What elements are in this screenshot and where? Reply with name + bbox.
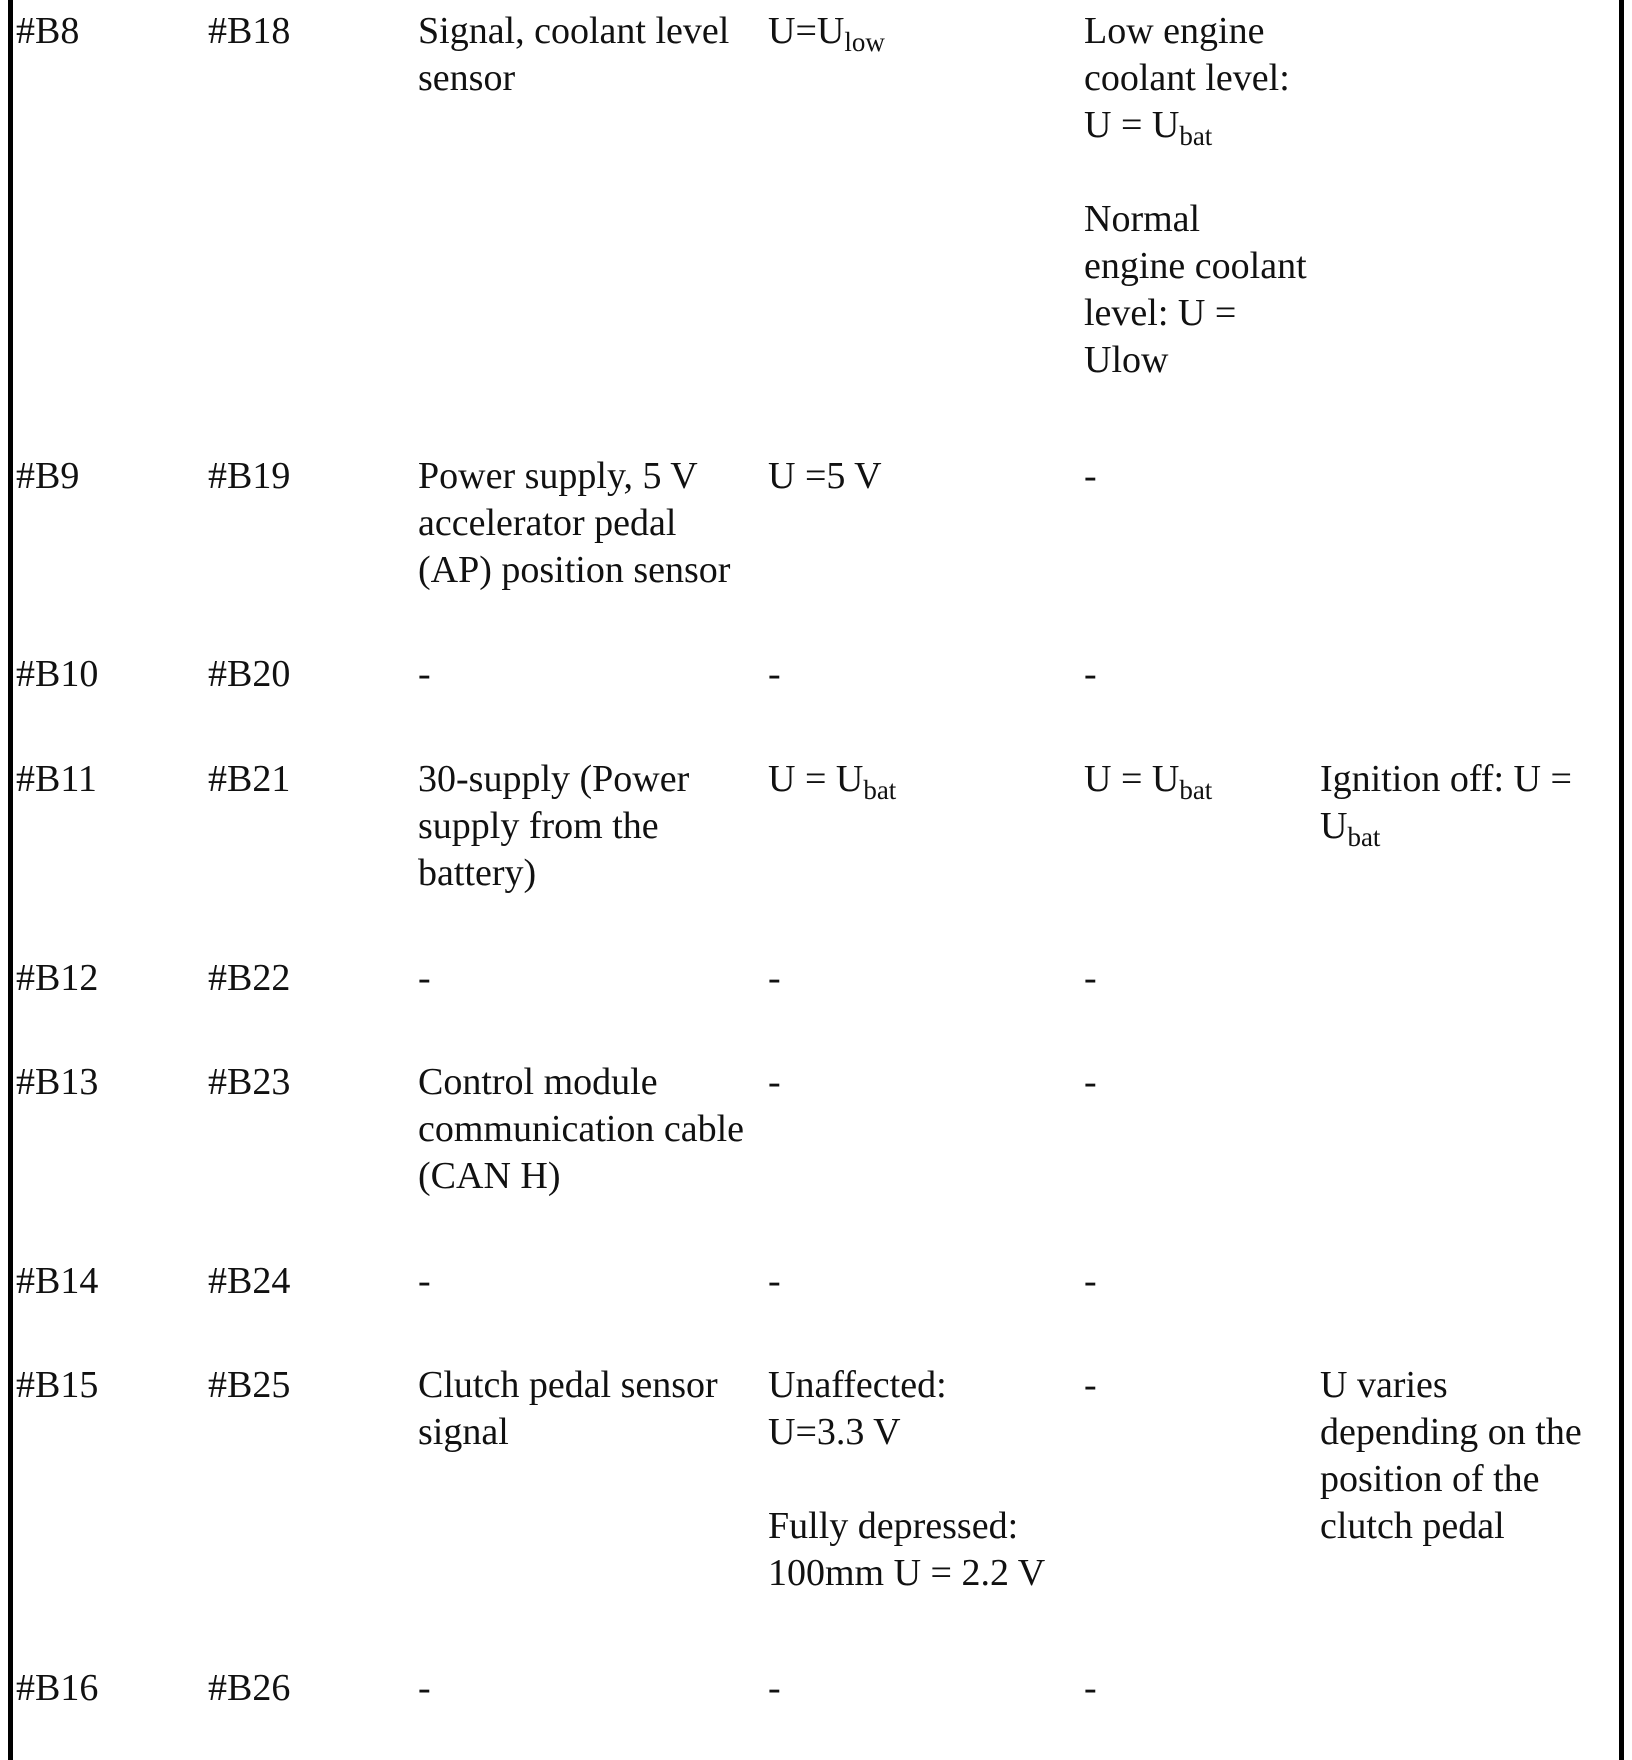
pin-a-cell: #B16 [16,1667,99,1709]
note-cell [1320,756,1572,850]
function-line: signal [418,1411,509,1453]
value-2-cell: - [1084,1667,1097,1709]
value-line: Fully depressed: [768,1505,1019,1547]
pin-b-cell: #B25 [208,1364,291,1406]
function-line: sensor [418,57,516,99]
value-line: level: U = [1084,292,1237,334]
function-cell: - [418,653,431,695]
value-subscript: bat [1179,121,1213,151]
value-paragraph [768,1362,1045,1456]
pin-b-cell: #B21 [208,758,291,800]
value-1-cell: - [768,1061,781,1103]
value-line: Unaffected: [768,1364,947,1406]
function-line: Signal, coolant level [418,10,730,52]
note-line: position of the [1320,1458,1540,1500]
value-line [1084,102,1307,149]
pin-b-cell: #B22 [208,957,291,999]
function-line: (AP) position sensor [418,549,731,591]
value-1-cell: - [768,1667,781,1709]
value-2-cell: - [1084,1260,1097,1302]
pin-a-cell: #B10 [16,653,99,695]
pin-a-cell: #B15 [16,1364,99,1406]
function-cell: - [418,957,431,999]
pin-a-cell: #B11 [16,758,97,800]
value-line: Normal [1084,198,1201,240]
pin-b-cell: #B23 [208,1061,291,1103]
function-cell [418,1362,718,1456]
function-cell [418,1059,744,1200]
pin-a-cell: #B9 [16,455,80,497]
pin-b-cell: #B19 [208,455,291,497]
function-line: supply from the [418,805,659,847]
function-cell: - [418,1260,431,1302]
value-paragraph [768,1503,1045,1597]
value-prefix: U=U [768,10,845,52]
pin-b-cell: #B18 [208,10,291,52]
function-cell: - [418,1667,431,1709]
note-line: Ignition off: U = [1320,758,1572,800]
function-cell [418,8,729,102]
function-line: Control module [418,1061,658,1103]
value-1-cell: - [768,957,781,999]
value-1-cell [768,756,896,803]
value-subscript: bat [863,775,897,805]
note-cell [1320,1362,1582,1550]
value-1-cell [768,1362,1045,1597]
value-2-cell: - [1084,653,1097,695]
value-line [768,756,896,803]
function-line: Clutch pedal sensor [418,1364,718,1406]
function-line: (CAN H) [418,1155,561,1197]
function-line: battery) [418,852,537,894]
note-line: depending on the [1320,1411,1582,1453]
value-2-cell: - [1084,1061,1097,1103]
value-subscript: low [844,27,885,57]
note-line: U varies [1320,1364,1448,1406]
function-line: Power supply, 5 V [418,455,698,497]
function-line: 30-supply (Power [418,758,690,800]
note-line [1320,803,1572,850]
note-subscript: bat [1347,822,1381,852]
value-prefix: U = U [1084,758,1180,800]
pin-a-cell: #B14 [16,1260,99,1302]
value-line: U=3.3 V [768,1411,901,1453]
value-paragraph [1084,8,1307,149]
value-line: Ulow [1084,339,1169,381]
value-prefix: U = U [1084,104,1180,146]
value-line: engine coolant [1084,245,1307,287]
pin-b-cell: #B26 [208,1667,291,1709]
value-1-cell [768,8,885,55]
value-line [768,8,885,55]
pin-a-cell: #B12 [16,957,99,999]
pin-a-cell: #B8 [16,10,80,52]
value-2-cell [1084,756,1212,803]
value-line: 100mm U = 2.2 V [768,1552,1046,1594]
function-line: communication cable [418,1108,745,1150]
value-2-cell [1084,8,1307,384]
note-prefix: U [1320,805,1348,847]
value-prefix: U = U [768,758,864,800]
function-cell [418,453,730,594]
function-cell [418,756,689,897]
pin-a-cell: #B13 [16,1061,99,1103]
pin-b-cell: #B20 [208,653,291,695]
note-line: clutch pedal [1320,1505,1505,1547]
value-line [1084,756,1212,803]
value-paragraph [1084,196,1307,384]
pin-b-cell: #B24 [208,1260,291,1302]
value-1-cell: - [768,1260,781,1302]
value-2-cell: - [1084,455,1097,497]
function-line: accelerator pedal [418,502,677,544]
value-line: Low engine [1084,10,1265,52]
value-subscript: bat [1179,775,1213,805]
value-1-cell: - [768,653,781,695]
value-2-cell: - [1084,957,1097,999]
value-2-cell: - [1084,1364,1097,1406]
value-1-cell: U =5 V [768,455,882,497]
value-line: coolant level: [1084,57,1290,99]
